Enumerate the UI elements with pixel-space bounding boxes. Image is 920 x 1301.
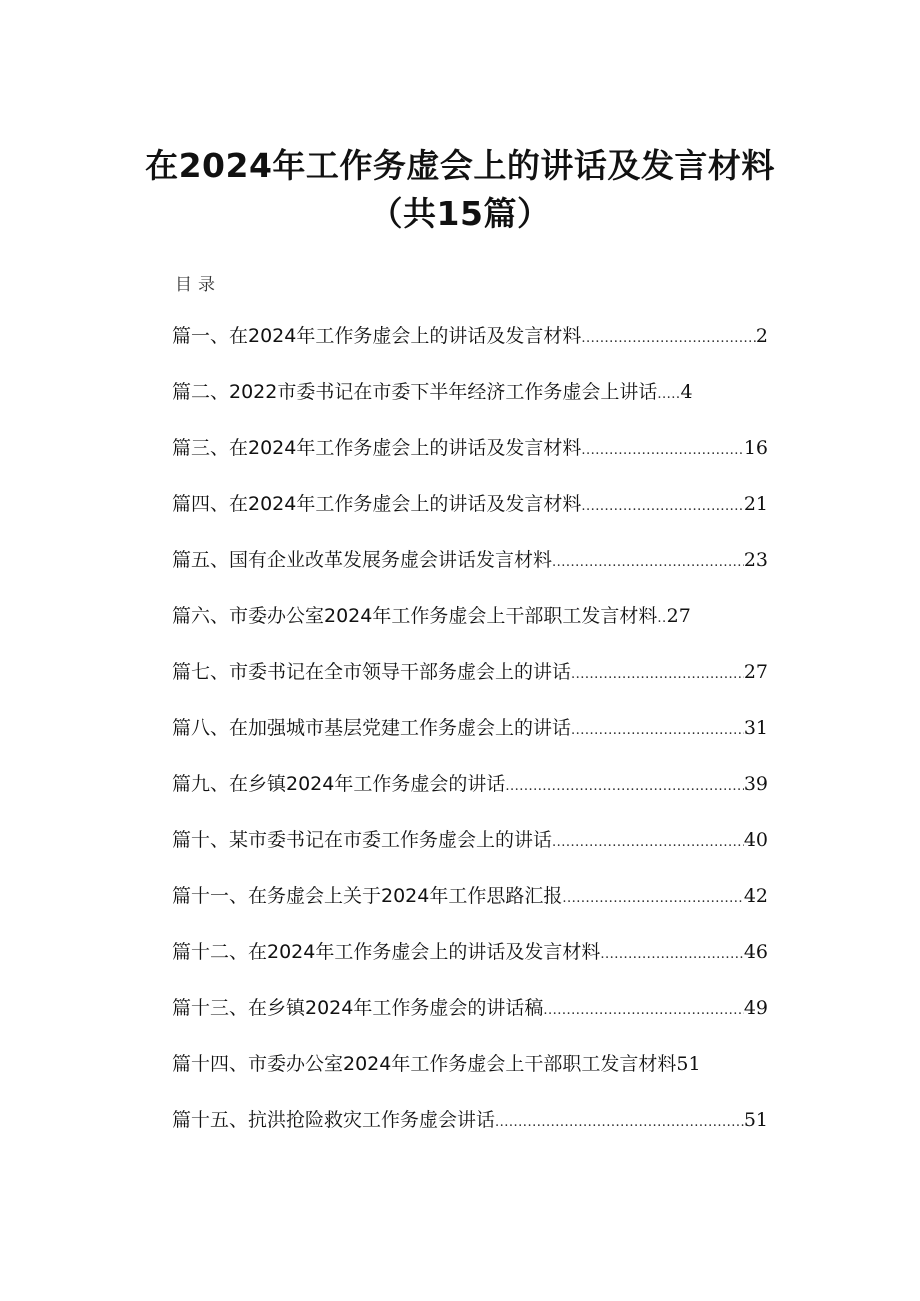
toc-page-number: 27 <box>666 605 691 627</box>
toc-entry[interactable] <box>172 378 768 434</box>
toc-entry-title: 篇六、市委办公室2024年工作务虚会上干部职工发言材料 <box>172 605 658 627</box>
toc-page-number: 27 <box>743 661 768 683</box>
toc-leader-dots <box>581 437 743 465</box>
toc-entry-title: 篇十四、市委办公室2024年工作务虚会上干部职工发言材料 <box>172 1053 677 1075</box>
toc-entry-title: 篇一、在2024年工作务虚会上的讲话及发言材料 <box>172 325 582 347</box>
toc-leader-dots <box>571 717 744 745</box>
toc-page-number: 40 <box>743 829 768 851</box>
toc-leader-dots <box>562 885 743 913</box>
toc-leader-dots <box>581 493 743 521</box>
toc-entry[interactable] <box>172 714 768 770</box>
toc-leader-dots <box>552 829 744 857</box>
toc-entry-title: 篇三、在2024年工作务虚会上的讲话及发言材料 <box>172 437 582 459</box>
toc-page-number: 16 <box>743 437 768 459</box>
toc-entry[interactable] <box>172 826 768 882</box>
toc-leader-dots <box>581 325 756 353</box>
toc-entry-title: 篇二、2022市委书记在市委下半年经济工作务虚会上讲话 <box>172 381 658 403</box>
toc-entry[interactable] <box>172 434 768 490</box>
toc-page-number: 39 <box>743 773 768 795</box>
toc-leader-dots <box>505 773 743 801</box>
toc-entry-title: 篇十二、在2024年工作务虚会上的讲话及发言材料 <box>172 941 601 963</box>
toc-page-number: 42 <box>743 885 768 907</box>
table-of-contents <box>172 322 768 1162</box>
toc-entry[interactable] <box>172 882 768 938</box>
toc-page-number: 46 <box>743 941 768 963</box>
toc-entry-title: 篇九、在乡镇2024年工作务虚会的讲话 <box>172 773 506 795</box>
toc-leader-dots <box>571 661 744 689</box>
toc-entry[interactable] <box>172 546 768 602</box>
toc-page-number: 49 <box>743 997 768 1019</box>
toc-leader-dots <box>495 1109 744 1137</box>
toc-entry-title: 篇八、在加强城市基层党建工作务虚会上的讲话 <box>172 717 572 739</box>
toc-page-number: 51 <box>743 1109 768 1131</box>
toc-entry[interactable] <box>172 658 768 714</box>
toc-entry-title: 篇十三、在乡镇2024年工作务虚会的讲话稿 <box>172 997 544 1019</box>
toc-leader-dots <box>543 997 743 1025</box>
toc-page-number: 21 <box>743 493 768 515</box>
toc-leader-dots <box>600 941 743 969</box>
document-subtitle: （共15篇） <box>369 194 551 233</box>
toc-entry[interactable] <box>172 490 768 546</box>
toc-entry-title: 篇四、在2024年工作务虚会上的讲话及发言材料 <box>172 493 582 515</box>
toc-entry-title: 篇十五、抗洪抢险救灾工作务虚会讲话 <box>172 1109 496 1131</box>
toc-heading: 目录 <box>175 275 221 295</box>
toc-entry-title: 篇十、某市委书记在市委工作务虚会上的讲话 <box>172 829 553 851</box>
toc-page-number: 23 <box>743 549 768 571</box>
toc-page-number: 31 <box>743 717 768 739</box>
toc-entry-title: 篇七、市委书记在全市领导干部务虚会上的讲话 <box>172 661 572 683</box>
toc-leader-dots: .. <box>657 611 667 626</box>
toc-entry-title: 篇五、国有企业改革发展务虚会讲话发言材料 <box>172 549 553 571</box>
toc-entry[interactable] <box>172 602 768 658</box>
toc-entry[interactable] <box>172 938 768 994</box>
toc-page-number: 51 <box>676 1053 701 1075</box>
toc-entry[interactable] <box>172 1050 768 1106</box>
document-title: 在2024年工作务虚会上的讲话及发言材料 <box>145 146 775 185</box>
toc-entry-title: 篇十一、在务虚会上关于2024年工作思路汇报 <box>172 885 563 907</box>
toc-entry[interactable] <box>172 1106 768 1162</box>
toc-page-number: 4 <box>680 381 693 403</box>
toc-leader-dots <box>552 549 744 577</box>
toc-page-number: 2 <box>755 325 768 347</box>
toc-leader-dots: ..... <box>657 387 681 402</box>
toc-entry[interactable] <box>172 770 768 826</box>
toc-entry[interactable] <box>172 322 768 378</box>
toc-entry[interactable] <box>172 994 768 1050</box>
